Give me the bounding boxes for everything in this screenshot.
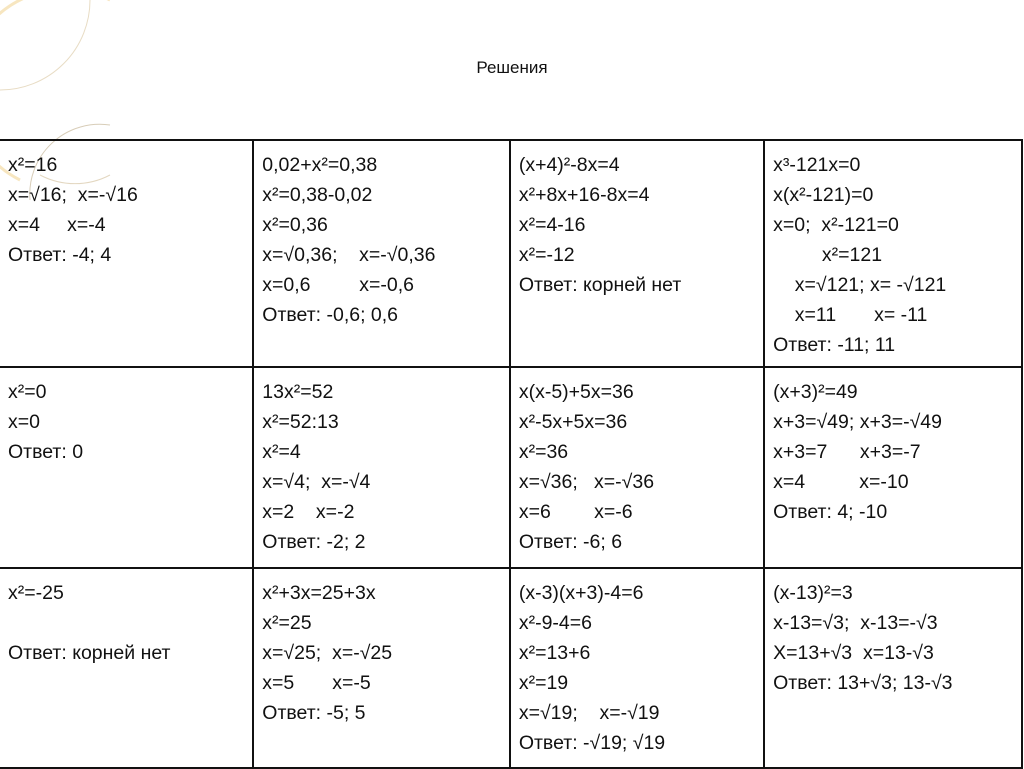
solution-line: x²-9-4=6 [518,612,592,634]
solution-line: x²=4 [262,441,301,463]
solution-cell [0,568,253,768]
solution-line: Ответ: -√19; √19 [518,732,666,754]
solution-line: x=√25; x=-√25 [262,642,393,664]
solution-line: x²=0,38-0,02 [262,184,373,206]
solution-cell [510,140,764,367]
solution-cell [764,367,1022,568]
solution-line: x=11 x= -11 [773,304,928,326]
solution-line: x=√4; x=-√4 [262,471,371,493]
solution-line: x=√0,36; x=-√0,36 [262,244,436,266]
solution-line: x=4 x=-4 [8,214,106,236]
solution-line: Ответ: корней нет [8,642,171,664]
solution-line: x²=13+6 [518,642,591,664]
solution-cell [0,140,253,367]
table-row [0,140,1022,367]
solution-cell [510,367,764,568]
solution-cell [510,568,764,768]
solution-line: (x+3)²=49 [773,381,858,403]
solution-cell [0,367,253,568]
solution-line: Ответ: 0 [8,441,84,463]
solution-line: Ответ: корней нет [518,274,682,296]
solution-line: x(x-5)+5x=36 [518,381,634,403]
solution-line: x²-5x+5x=36 [518,411,628,433]
solution-line: x=5 x=-5 [262,672,371,694]
solution-line: Ответ: -2; 2 [262,531,366,553]
table-row [0,367,1022,568]
solution-line: x²=25 [262,612,312,634]
solution-line: Ответ: -11; 11 [773,334,896,356]
solution-line: x=√19; x=-√19 [518,702,660,724]
solution-line: x²=36 [518,441,569,463]
solution-line: x+3=√49; x+3=-√49 [773,411,942,433]
solution-line: x-13=√3; x-13=-√3 [773,612,938,634]
solution-line: x²=16 [8,154,58,176]
solution-line: x=4 x=-10 [773,471,909,493]
solution-line: x=0,6 x=-0,6 [262,274,415,296]
solution-line: x=√121; x= -√121 [773,274,947,296]
solution-line: x=0; x²-121=0 [773,214,899,236]
solution-line: X=13+√3 x=13-√3 [773,642,934,664]
solution-line: Ответ: -4; 4 [8,244,112,266]
solution-line [8,608,244,638]
solution-line: (x-3)(x+3)-4=6 [518,582,644,604]
solution-line: Ответ: -0,6; 0,6 [262,304,399,326]
solution-line: x²=0 [8,381,47,403]
solution-line: x²=52:13 [262,411,339,433]
solution-line: x=6 x=-6 [518,501,633,523]
table-row [0,568,1022,768]
solution-line: x²=19 [518,672,569,694]
solution-line: x=2 x=-2 [262,501,355,523]
solution-line: x=0 [8,411,40,433]
solution-cell [764,568,1022,768]
solution-line: Ответ: 4; -10 [773,501,888,523]
solution-line: x²=121 [773,244,883,266]
solution-line: x³-121x=0 [773,154,861,176]
solution-line: 0,02+x²=0,38 [262,154,378,176]
solution-line: x²=0,36 [262,214,328,236]
slide-title: Решения [476,58,548,77]
solution-line: (x-13)²=3 [773,582,853,604]
solutions-table [0,139,1023,769]
solution-line: x²=-25 [8,582,64,604]
solution-line: x=√36; x=-√36 [518,471,655,493]
solution-cell [253,568,510,768]
solution-line: Ответ: -5; 5 [262,702,366,724]
solution-cell [253,367,510,568]
solution-line: 13x²=52 [262,381,334,403]
solution-line: x²=-12 [518,244,575,266]
solution-cell [253,140,510,367]
solution-line: Ответ: 13+√3; 13-√3 [773,672,953,694]
solution-cell [764,140,1022,367]
solution-line: x(x²-121)=0 [773,184,874,206]
solution-line: x+3=7 x+3=-7 [773,441,921,463]
solution-line: Ответ: -6; 6 [518,531,623,553]
solution-line: x=√16; x=-√16 [8,184,138,206]
solution-line: x²+3x=25+3x [262,582,376,604]
solution-line: x²+8x+16-8x=4 [518,184,650,206]
solution-line: (x+4)²-8x=4 [518,154,620,176]
solution-line: x²=4-16 [518,214,586,236]
